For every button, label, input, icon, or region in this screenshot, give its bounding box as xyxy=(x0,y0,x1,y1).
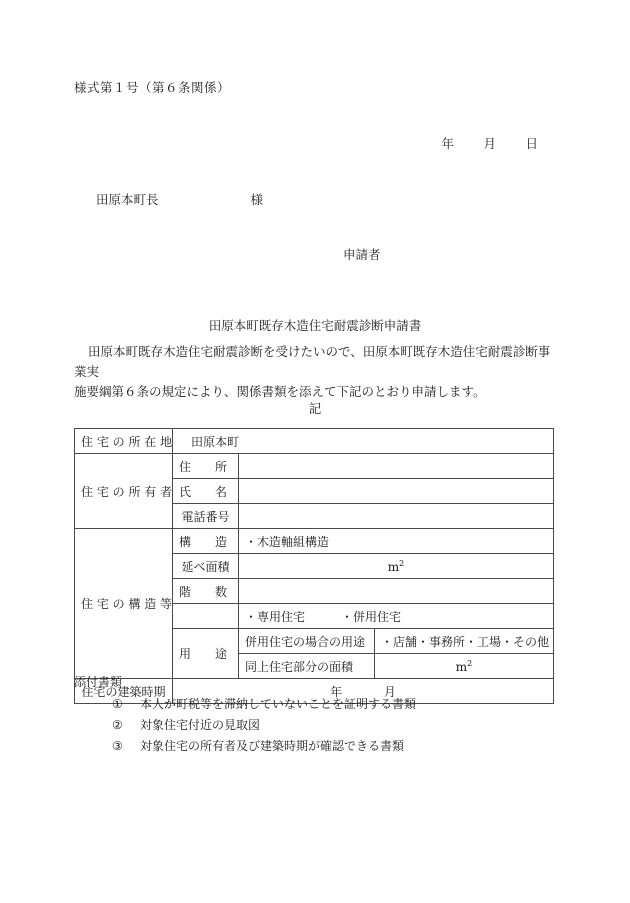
use-label-text: 用 途 xyxy=(179,647,228,661)
date-day: 日 xyxy=(525,136,538,151)
build-period-month: 月 xyxy=(383,684,396,699)
structure-label-text: 住 宅 の 構 造 等 xyxy=(81,597,173,611)
build-period-label-text: 住宅の建築時期 xyxy=(81,684,166,699)
total-area-label xyxy=(173,554,239,579)
table-row-location xyxy=(75,429,554,454)
table-row-structure-type xyxy=(75,529,554,554)
combined-use-label: 併用住宅の場合の用途 xyxy=(239,629,375,654)
floors-value[interactable] xyxy=(239,579,554,604)
same-area-unit-base: m xyxy=(455,659,468,674)
owner-address-value[interactable] xyxy=(239,454,554,479)
structure-label xyxy=(75,529,173,679)
owner-phone-label-text: 電話番号 xyxy=(181,509,230,524)
attachment-text: 本人が町税等を滞納していないことを証明する書類 xyxy=(140,697,417,711)
same-area-unit xyxy=(456,660,472,674)
structure-type-label xyxy=(173,529,239,554)
list-item xyxy=(112,736,416,757)
body-line-1: 田原本町既存木造住宅耐震診断を受けたいので、田原本町既存木造住宅耐震診断事業実 xyxy=(74,344,551,379)
build-period-year: 年 xyxy=(330,684,343,699)
addressee xyxy=(96,190,263,208)
body-line-2: 施要綱第６条の規定により、関係書類を添えて下記のとおり申請します。 xyxy=(74,384,486,399)
form-number: 様式第１号（第６条関係） xyxy=(74,80,231,95)
use-options[interactable]: ・専用住宅 ・併用住宅 xyxy=(239,604,554,629)
attachment-number: ③ xyxy=(112,739,123,753)
application-table xyxy=(74,428,554,704)
date-line xyxy=(0,134,538,152)
list-item xyxy=(112,694,416,715)
date-year: 年 xyxy=(441,136,455,151)
total-area-unit xyxy=(388,560,404,574)
combined-use-value[interactable]: ・店舗・事務所・工場・その他 xyxy=(375,629,554,654)
structure-type-label-text: 構 造 xyxy=(179,534,228,549)
owner-address-label xyxy=(173,454,239,479)
attachments-list xyxy=(74,694,416,757)
location-value-text: 田原本町 xyxy=(191,434,240,449)
addressee-honorific: 様 xyxy=(250,192,264,207)
total-area-unit-base: m xyxy=(387,559,400,574)
same-area-unit-exp: 2 xyxy=(467,658,473,668)
owner-label-text: 住 宅 の 所 有 者 xyxy=(81,484,173,499)
addressee-name: 田原本町長 xyxy=(96,192,159,207)
same-area-label: 同上住宅部分の面積 xyxy=(239,654,375,679)
location-value[interactable] xyxy=(173,429,554,454)
owner-label xyxy=(75,454,173,529)
date-month: 月 xyxy=(483,136,497,151)
applicant-label: 申請者 xyxy=(343,247,381,262)
list-item xyxy=(112,715,416,736)
total-area-value[interactable] xyxy=(239,554,554,579)
ki-marker: 記 xyxy=(308,401,322,416)
owner-address-label-text: 住 所 xyxy=(179,459,228,474)
body-paragraph xyxy=(74,342,560,402)
floors-label-text: 階 数 xyxy=(179,584,228,599)
owner-name-value[interactable] xyxy=(239,479,554,504)
location-label-text: 住 宅 の 所 在 地 xyxy=(81,434,173,449)
table-row-owner-address xyxy=(75,454,554,479)
attachment-number: ① xyxy=(112,697,123,711)
total-area-unit-exp: 2 xyxy=(399,558,405,568)
attachments-heading: 添付書類 xyxy=(74,675,123,689)
attachment-text: 対象住宅付近の見取図 xyxy=(140,718,261,732)
attachments-section xyxy=(74,672,416,757)
attachment-text: 対象住宅の所有者及び建築時期が確認できる書類 xyxy=(140,739,405,753)
owner-name-label-text: 氏 名 xyxy=(179,484,228,499)
owner-phone-value[interactable] xyxy=(239,504,554,529)
use-label-spacer xyxy=(173,604,239,629)
use-label xyxy=(173,629,239,679)
structure-type-value[interactable]: ・木造軸組構造 xyxy=(239,529,554,554)
location-label xyxy=(75,429,173,454)
page-title: 田原本町既存木造住宅耐震診断申請書 xyxy=(208,318,422,333)
total-area-label-text: 延べ面積 xyxy=(181,559,230,574)
owner-phone-label xyxy=(173,504,239,529)
attachment-number: ② xyxy=(112,718,123,732)
owner-name-label xyxy=(173,479,239,504)
floors-label xyxy=(173,579,239,604)
